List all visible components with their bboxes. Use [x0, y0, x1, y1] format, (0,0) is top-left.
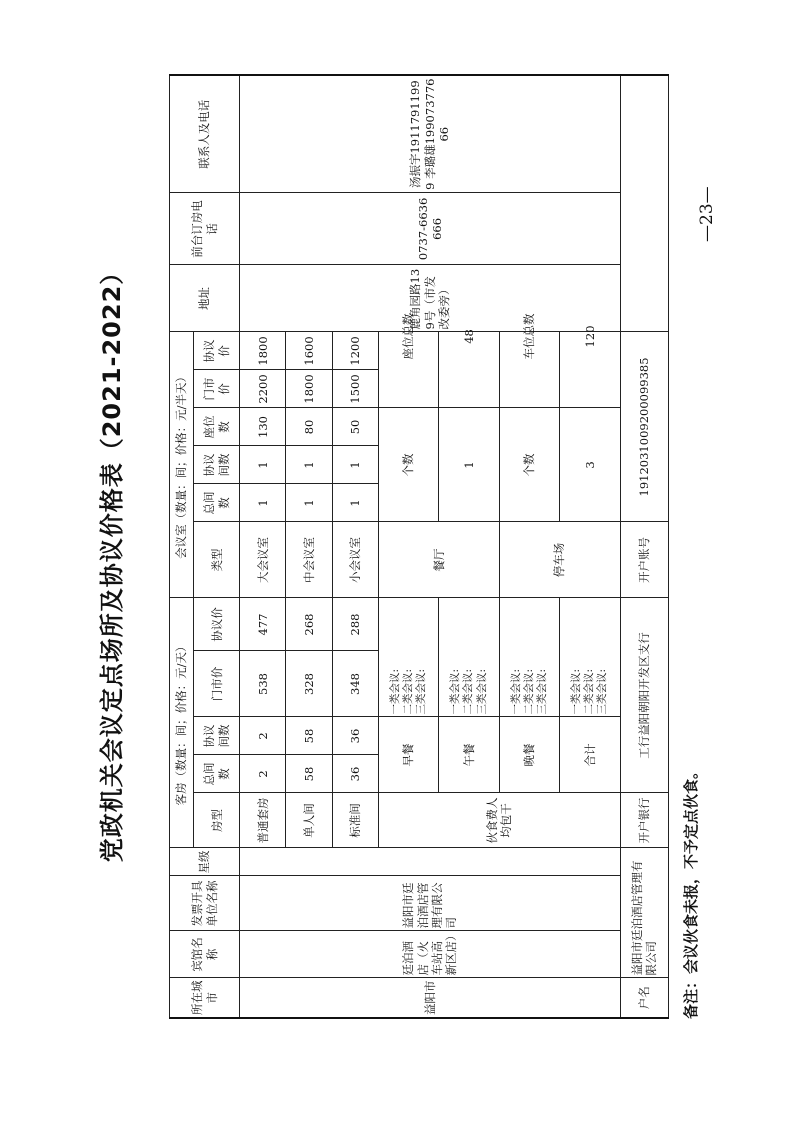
hotel-contact: 汤振宇19117911999 李璐雄19907377666 [240, 75, 620, 193]
meeting-seats-cell: 80 [286, 408, 332, 446]
meeting-agreement-cell: 1 [332, 446, 378, 484]
header-meeting-total: 总间数 [194, 484, 240, 522]
account-number: 1912031009200099385 [620, 332, 668, 522]
meeting-type-cell: 大会议室 [240, 522, 286, 598]
meeting-total-cell: 1 [240, 484, 286, 522]
header-room-market-price: 门市价 [194, 651, 240, 717]
room-price-cell: 288 [332, 598, 378, 651]
hotel-star [240, 848, 620, 876]
header-city: 所在城市 [170, 978, 240, 1018]
page-title: 党政机关会议定点场所及协议价格表（2021-2022） [98, 259, 126, 863]
parking-count: 3 [560, 408, 620, 522]
food-class-2: 二类会议: [583, 668, 596, 715]
room-total-cell: 36 [332, 755, 378, 793]
account-bank: 工行益阳朝阳开发区支行 [620, 598, 668, 793]
food-class-3: 三类会议: [596, 668, 609, 715]
header-contact: 联系人及电话 [170, 75, 240, 193]
dining-seats: 48 [439, 265, 499, 408]
page-number: —23— [697, 186, 717, 242]
header-meeting-type: 类型 [194, 522, 240, 598]
meeting-agreement-cell: 1 [286, 446, 332, 484]
dining-count: 1 [439, 408, 499, 522]
food-label: 伙食费人均包干 [378, 793, 620, 848]
meeting-total-cell: 1 [332, 484, 378, 522]
food-classes [439, 598, 499, 717]
room-agreement-cell: 2 [240, 717, 286, 755]
food-classes [499, 598, 559, 717]
header-seats: 座位数 [194, 408, 240, 446]
room-total-cell: 2 [240, 755, 286, 793]
header-room-agreement-price: 协议价 [194, 598, 240, 651]
food-class-1: 一类会议: [449, 668, 462, 715]
header-hotel: 宾馆名称 [170, 931, 240, 978]
meeting-total-cell: 1 [286, 484, 332, 522]
header-booking-phone: 前台订房电话 [170, 193, 240, 265]
parking-seat-label: 车位总数 [499, 265, 559, 408]
food-total: 合计 [560, 717, 620, 793]
hotel-name: 廷泊酒店（火车站高新区店） [240, 931, 620, 978]
meeting-seats-cell: 50 [332, 408, 378, 446]
footnote: 备注：会议伙食未报，不予定点伙食。 [682, 763, 700, 1019]
food-class-3: 三类会议: [535, 668, 548, 715]
room-market-cell: 328 [286, 651, 332, 717]
meeting-market-cell: 1500 [332, 370, 378, 408]
meeting-price-cell: 1800 [240, 332, 286, 370]
account-holder-label: 户名 [620, 978, 668, 1018]
header-room-type: 房型 [194, 793, 240, 848]
food-class-1: 一类会议: [509, 668, 522, 715]
meeting-market-cell: 1800 [286, 370, 332, 408]
room-market-cell: 538 [240, 651, 286, 717]
header-meeting-agreement-price: 协议价 [194, 332, 240, 370]
room-price-cell: 477 [240, 598, 286, 651]
meeting-type-cell: 中会议室 [286, 522, 332, 598]
dining-count-label: 个数 [378, 408, 438, 522]
hotel-city: 益阳市 [240, 978, 620, 1018]
food-class-3: 三类会议: [415, 668, 428, 715]
header-address: 地址 [170, 265, 240, 332]
header-invoice: 发票开具单位名称 [170, 876, 240, 931]
room-type-cell: 普通套房 [240, 793, 286, 848]
parking-count-label: 个数 [499, 408, 559, 522]
food-dinner: 晚餐 [499, 717, 559, 793]
account-holder: 益阳市廷泊酒店管理有限公司 [620, 848, 668, 978]
meeting-price-cell: 1200 [332, 332, 378, 370]
account-bank-label: 开户银行 [620, 793, 668, 848]
meeting-agreement-cell: 1 [240, 446, 286, 484]
dining-label: 餐厅 [378, 522, 499, 598]
food-class-1: 一类会议: [570, 668, 583, 715]
header-agreement-rooms: 协议间数 [194, 717, 240, 755]
header-rooms-group: 客房（数量：间；价格：元/天） [170, 598, 194, 848]
meeting-type-cell: 小会议室 [332, 522, 378, 598]
account-number-label: 开户账号 [620, 522, 668, 598]
room-type-cell: 单人间 [286, 793, 332, 848]
header-star: 星级 [170, 848, 240, 876]
hotel-address: 鹿角园路139号（市发改委旁） [240, 265, 620, 332]
parking-label: 停车场 [499, 522, 620, 598]
food-class-1: 一类会议: [388, 668, 401, 715]
room-type-cell: 标准间 [332, 793, 378, 848]
meeting-price-cell: 1600 [286, 332, 332, 370]
room-price-cell: 268 [286, 598, 332, 651]
meeting-market-cell: 2200 [240, 370, 286, 408]
food-class-2: 二类会议: [522, 668, 535, 715]
dining-seat-label: 座位总数 [378, 265, 438, 408]
account-blank [620, 75, 668, 332]
food-classes [378, 598, 438, 717]
room-market-cell: 348 [332, 651, 378, 717]
food-class-3: 三类会议: [475, 668, 488, 715]
price-table [169, 74, 669, 1019]
header-meeting-market-price: 门市价 [194, 370, 240, 408]
food-classes [560, 598, 620, 717]
header-meeting-agreement: 协议间数 [194, 446, 240, 484]
food-class-2: 二类会议: [401, 668, 414, 715]
parking-seats: 120 [560, 265, 620, 408]
header-total-rooms: 总间数 [194, 755, 240, 793]
food-lunch: 午餐 [439, 717, 499, 793]
room-agreement-cell: 58 [286, 717, 332, 755]
header-meeting-group: 会议室（数量：间；价格：元/半天） [170, 332, 194, 598]
room-agreement-cell: 36 [332, 717, 378, 755]
hotel-invoice: 益阳市廷泊酒店管理有限公司 [240, 876, 620, 931]
meeting-seats-cell: 130 [240, 408, 286, 446]
hotel-phone: 0737-6636666 [240, 193, 620, 265]
food-class-2: 二类会议: [462, 668, 475, 715]
food-breakfast: 早餐 [378, 717, 438, 793]
room-total-cell: 58 [286, 755, 332, 793]
